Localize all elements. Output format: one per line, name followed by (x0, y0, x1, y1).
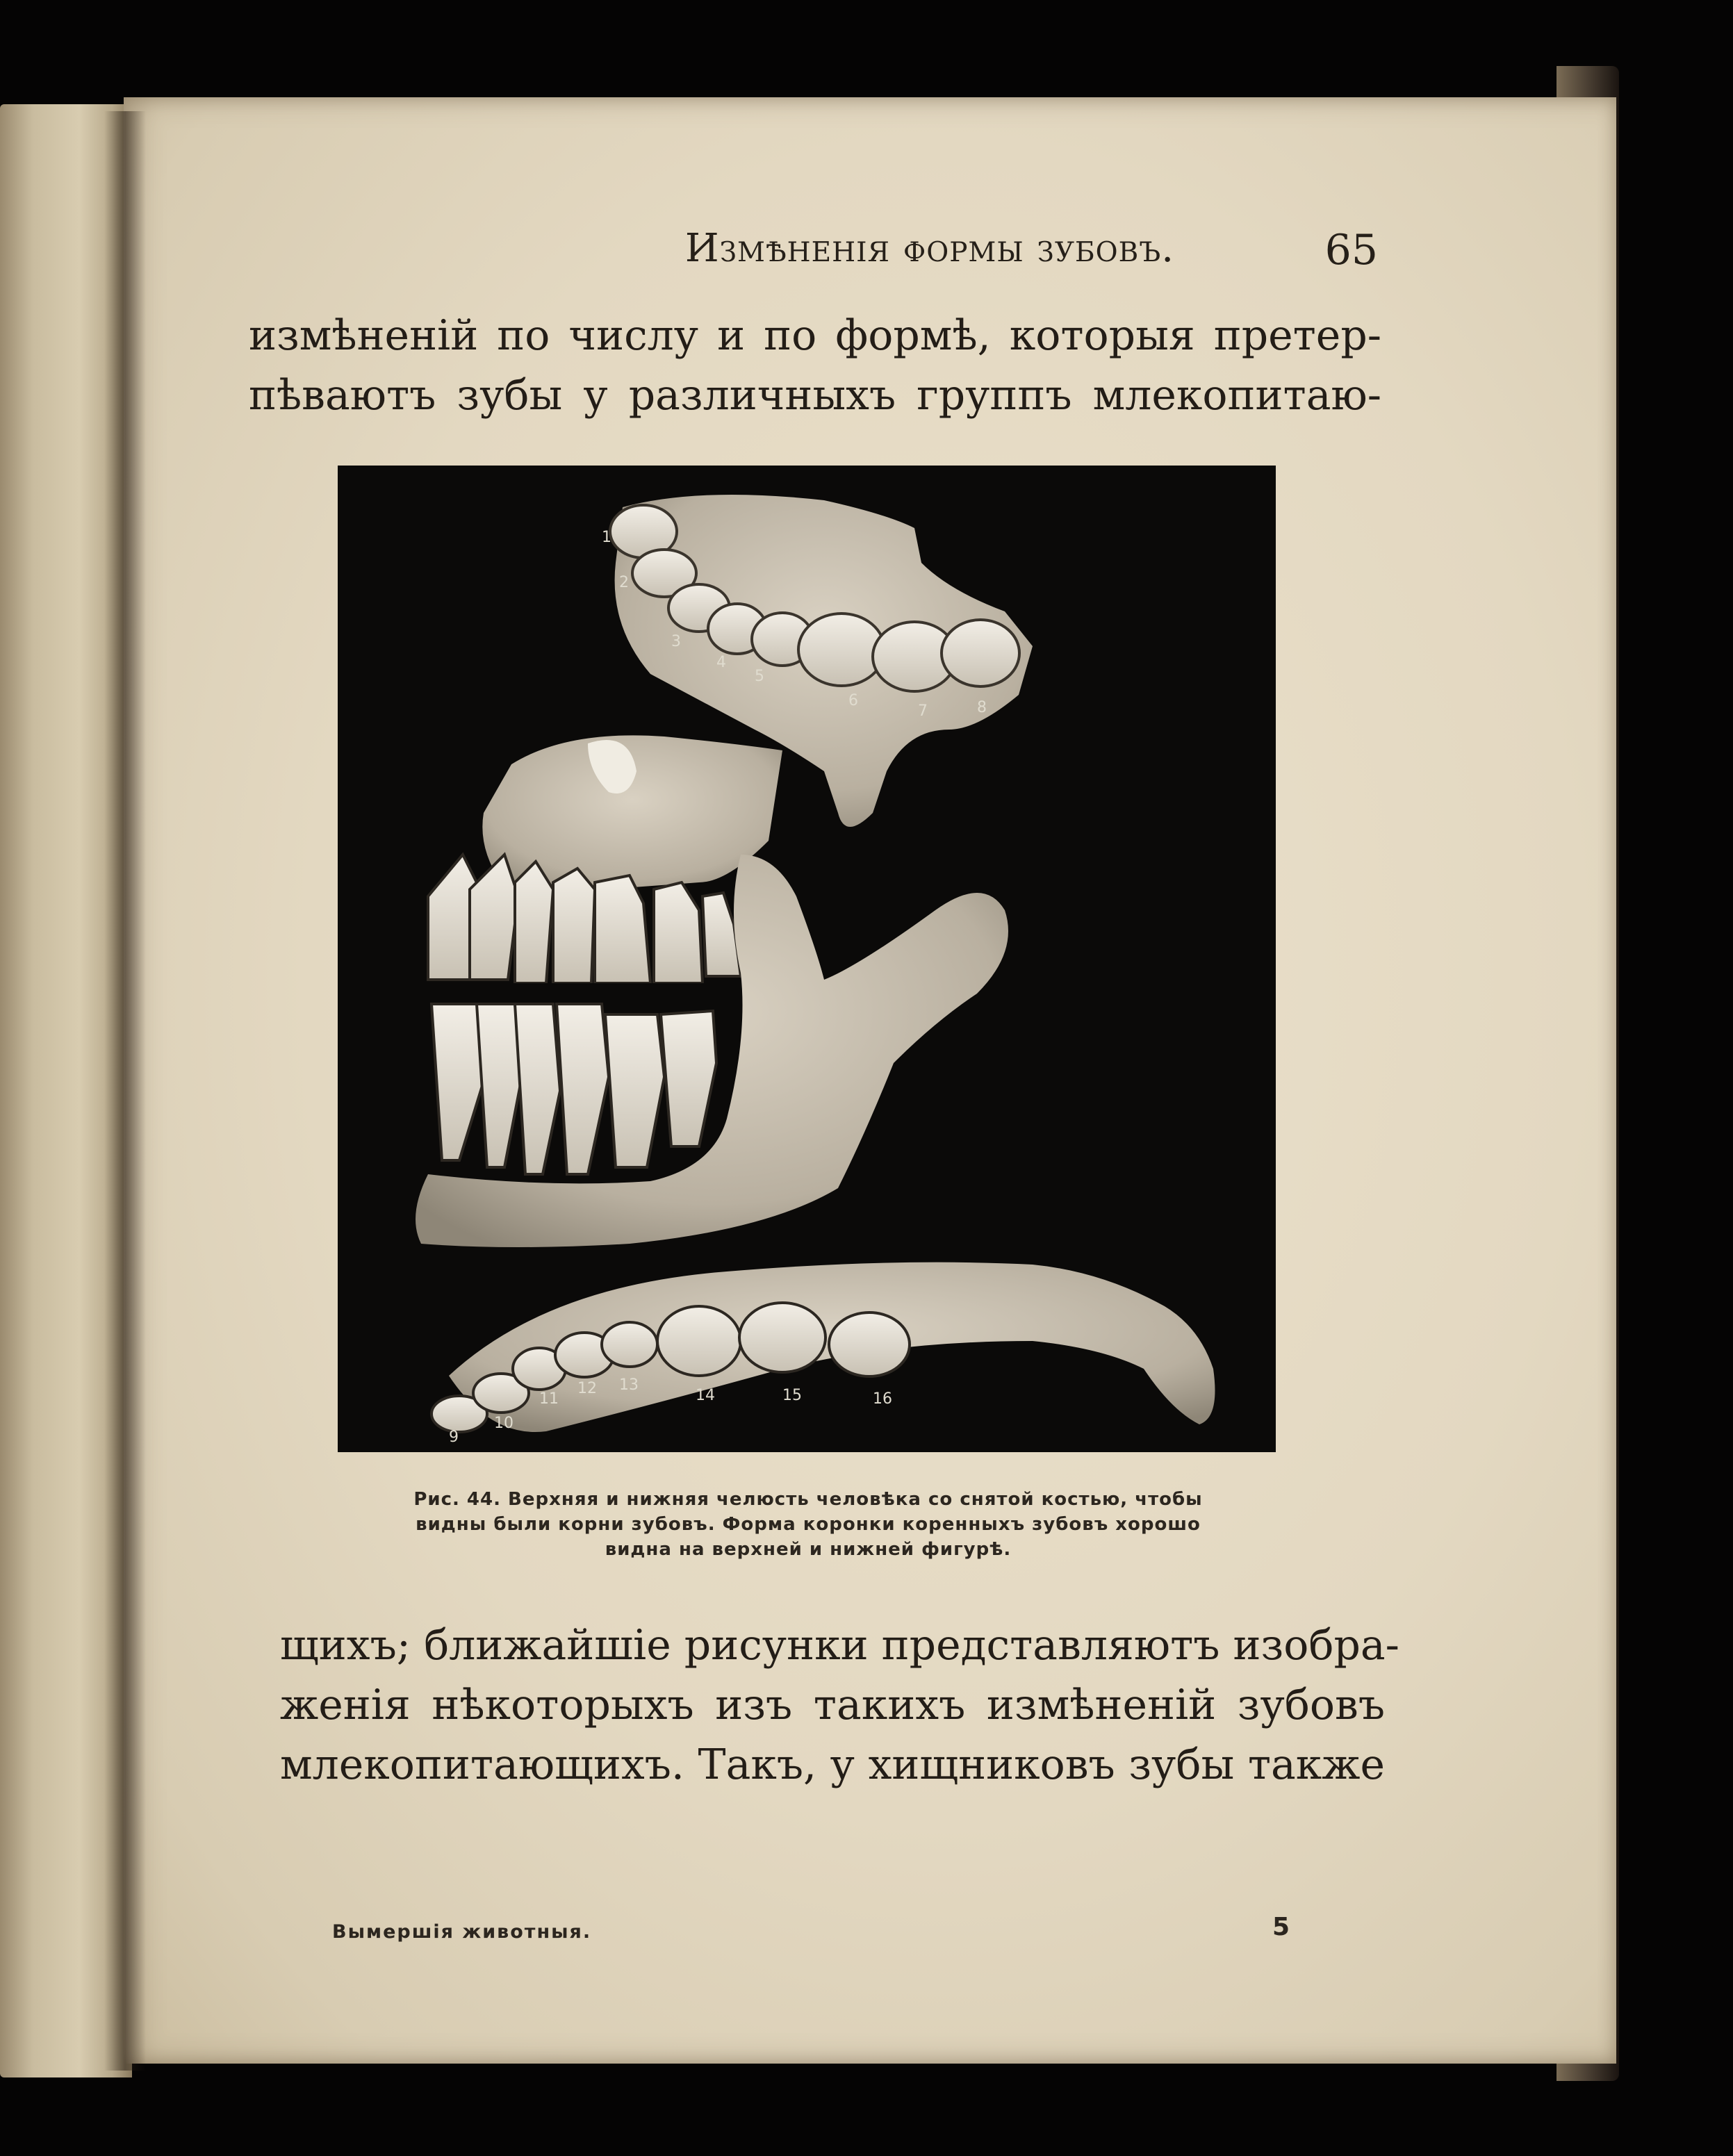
printers-signature-title: Вымершія животныя. (332, 1921, 592, 1943)
tooth-number-label: 13 (619, 1376, 639, 1394)
tooth-number-label: 3 (671, 633, 681, 650)
body-text-bottom (280, 1615, 1399, 1795)
caption-line: Рис. 44. Верхняя и нижняя челюсть человѣка со снятой костью, чтобы (413, 1489, 1203, 1510)
body-text-top (249, 306, 1381, 425)
tooth-number-label: 6 (848, 692, 858, 709)
tooth-number-label: 5 (755, 668, 764, 685)
text-line: щихъ; ближайшіе рисунки представляютъ изобра- (280, 1621, 1399, 1670)
book-page (124, 97, 1616, 2064)
tooth-number-label: 2 (619, 574, 629, 591)
caption-line: видны были корни зубовъ. Форма коронки коренныхъ зубовъ хорошо (416, 1514, 1201, 1535)
gutter-shadow (104, 111, 146, 2071)
figure-caption (325, 1487, 1291, 1562)
tooth-number-label: 15 (782, 1387, 802, 1404)
tooth-number-label: 1 (602, 529, 611, 546)
text-line: пѣваютъ зубы у различныхъ группъ млекопитаю- (249, 371, 1381, 420)
running-title: Измѣненія формы зубовъ. (684, 226, 1175, 271)
tooth-number-label: 14 (696, 1387, 715, 1404)
tooth-number-label: 4 (716, 654, 726, 671)
text-line: измѣненій по числу и по формѣ, которыя претер- (249, 311, 1381, 360)
tooth-number-label: 7 (918, 702, 928, 720)
tooth-number-label: 11 (539, 1390, 559, 1408)
jaw-illustration (338, 466, 1276, 1452)
tooth-number-label: 8 (977, 699, 987, 716)
page-number: 65 (1324, 226, 1378, 274)
text-line: женія нѣкоторыхъ изъ такихъ измѣненій зубовъ (280, 1681, 1385, 1729)
jaw-photograph (338, 466, 1276, 1452)
tooth-number-label: 10 (494, 1415, 514, 1432)
tooth-number-label: 12 (577, 1380, 597, 1397)
tooth-number-label: 16 (873, 1390, 892, 1408)
tooth-number-label: 9 (449, 1429, 459, 1446)
caption-line: видна на верхней и нижней фигурѣ. (605, 1539, 1012, 1560)
text-line: млекопитающихъ. Такъ, у хищниковъ зубы также (280, 1741, 1385, 1789)
printers-signature-number: 5 (1272, 1913, 1290, 1941)
